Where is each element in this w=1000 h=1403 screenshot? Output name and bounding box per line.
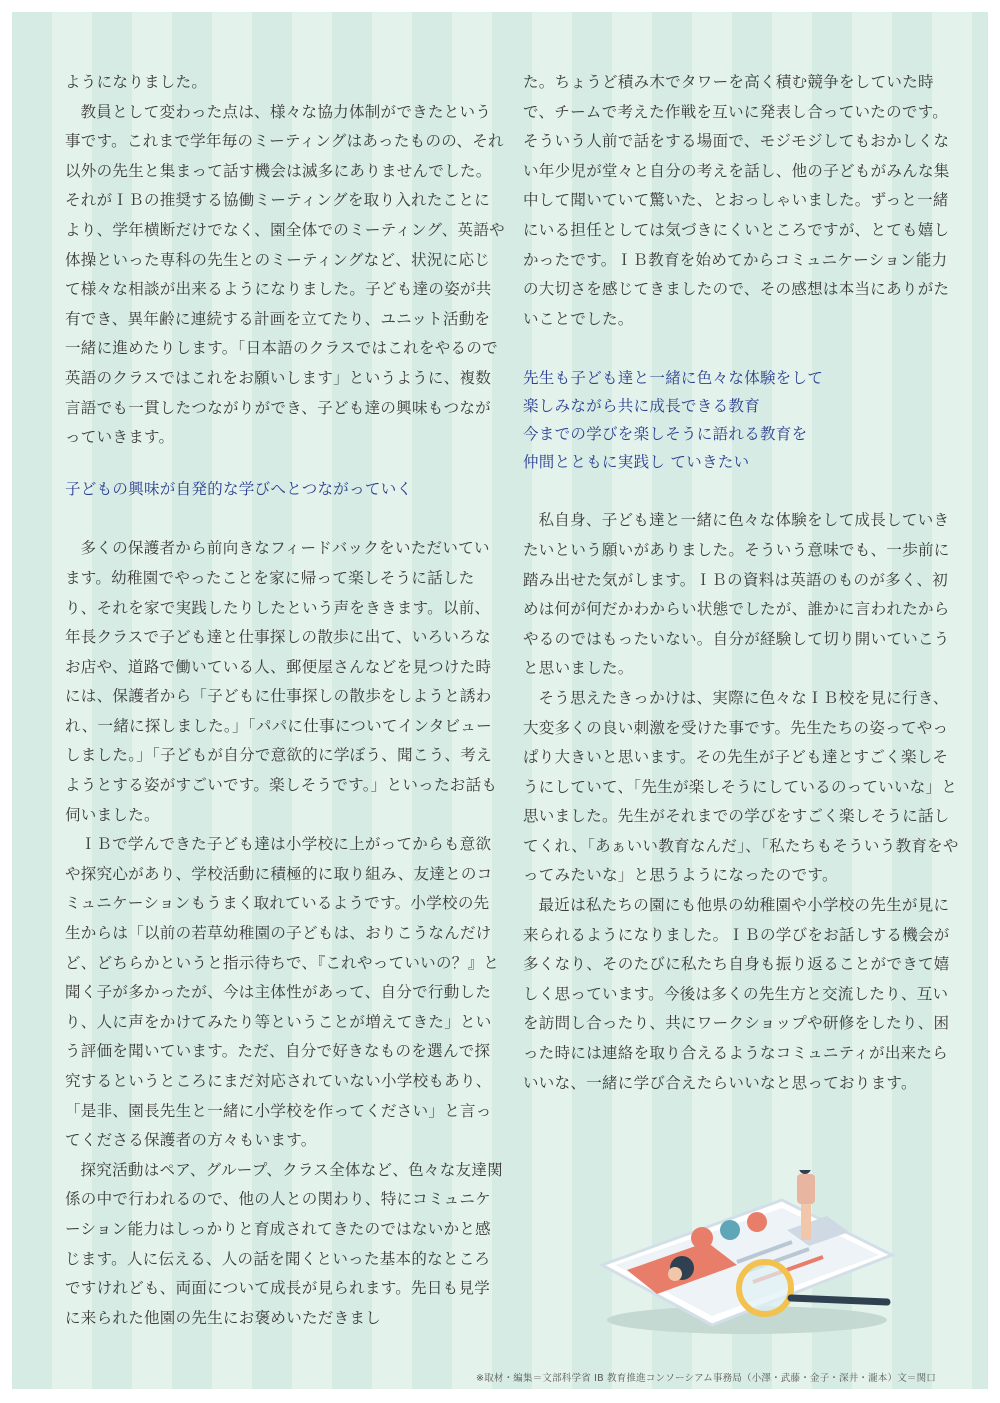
magnifier-handle bbox=[791, 1298, 887, 1302]
badge-icon bbox=[691, 1227, 713, 1249]
right-paragraph-1: た。ちょうど積み木でタワーを高く積む競争をしていた時で、チームで考えた作戦を互いに発表し合っていたのです。そういう人前で話をする場面で、モジモジしてもおかしくない年少児が堂々と自分の考えを話し、他の子どもがみんな集中して聞いていて驚いた、とおっしゃいました。ずっと一緒にいる担任としては気づきにくいところですが、とても嬉しかったです。ＩＢ教育を始めてからコミュニケーション能力の大切さを感じてきましたので、その感想は本当にありがたいことでした。 bbox=[523, 73, 950, 328]
right-paragraph-4: 最近は私たちの園にも他県の幼稚園や小学校の先生が見に来られるようになりました。ＩＢの学びをお話しする機会が多くなり、そのたびに私たち自身も振り返ることができて嬉しく思っています。今後は多くの先生方と交流したり、互いを訪問し合ったり、共にワークショップや研修をしたり、困った時には連絡を取り合えるようなコミュニティが出来たらいいな、一緒に学び合えたらいいなと思っております。 bbox=[523, 896, 950, 1092]
left-paragraph-5: 探究活動はペア、グループ、クラス全体など、色々な友達関係の中で行われるので、他の人との関わり、特にコミュニケーション能力はしっかりと育成されてきたのではないかと感じます。人に伝える、人の話を聞くといった基本的なところですけれども、両面について成長が見られます。先日も見学に来られた他園の先生にお褒めいただきまし bbox=[65, 1160, 503, 1327]
person-legs bbox=[801, 1200, 811, 1240]
highlight-line: 今までの学びを楽しそうに語れる教育を bbox=[523, 425, 808, 444]
highlight-line: 先生も子ども達と一緒に色々な体験をして bbox=[523, 369, 824, 388]
chat-icon bbox=[720, 1220, 740, 1240]
page-background bbox=[12, 12, 988, 1389]
highlight-line: 楽しみながら共に成長できる教育 bbox=[523, 397, 761, 416]
section-heading: 子どもの興味が自発的な学びへとつながっていく bbox=[65, 479, 413, 498]
right-paragraph-2: 私自身、子ども達と一緒に色々な体験をして成長していきたいという願いがありました。そういう意味でも、一歩前に踏み出せた気がします。ＩＢの資料は英語のものが多く、初めは何が何だかわからい状態でしたが、誰かに言われたからやるのではもったいない。自分が経験して切り開いていこうと思いました。 bbox=[523, 511, 950, 678]
highlight-line: 仲間とともに実践し ていきたい bbox=[523, 453, 750, 472]
chat-icon bbox=[747, 1212, 767, 1232]
left-paragraph-1: ようになりました。 bbox=[65, 73, 208, 91]
credit-line: ※取材・編集＝文部科学省 IB 教育推進コンソーシアム事務局（小澤・武藤・金子・深井・瀧本）文＝関口 bbox=[476, 1373, 936, 1384]
left-paragraph-4: ＩＢで学んできた子ども達は小学校に上がってからも意欲や探究心があり、学校活動に積極的に取り組み、友達とのコミュニケーションもうまく取れているようです。小学校の先生からは「以前の若草幼稚園の子どもは、おりこうなんだけど、どちらかというと指示待ちで、『これやっていいの？』と聞く子が多かったが、今は主体性があって、自分で行動したり、人に声をかけてみたり等ということが増えてきた」という評価を聞いています。ただ、自分で好きなものを選んで探究するというところにまだ対応されていない小学校もあり、「是非、園長先生と一緒に小学校を作ってください」と言ってくださる保護者の方々もいます。 bbox=[65, 835, 500, 1150]
left-paragraph-3: 多くの保護者から前向きなフィードバックをいただいています。幼稚園でやったことを家に帰って楽しそうに話したり、それを家で実践したりしたという声をききます。以前、年長クラスで子ども達と仕事探しの散歩に出て、いろいろなお店や、道路で働いている人、郵便屋さんなどを見つけた時には、保護者から「子どもに仕事探しの散歩をしようと誘われ、一緒に探しました。」「パパに仕事についてインタビューしました。」「子どもが自分で意欲的に学ぼう、聞こう、考えようとする姿がすごいです。楽しそうです。」といったお話も伺いました。 bbox=[65, 539, 498, 824]
left-paragraph-2: 教員として変わった点は、様々な協力体制ができたという事です。これまで学年毎のミーティングはあったものの、それ以外の先生と集まって話す機会は滅多にありませんでした。それがＩＢの推奨する協働ミーティングを取り入れたことにより、学年横断だけでなく、園全体でのミーティング、英語や体操といった専科の先生とのミーティングなど、状況に応じて様々な相談が出来るようになりました。子ども達の姿が共有でき、異年齢に連続する計画を立てたり、ユニット活動を一緒に進めたりします。「日本語のクラスではこれをやるので英語のクラスではこれをお願いします」というように、複数言語でも一貫したつながりができ、子ども達の興味もつながっていきます。 bbox=[65, 102, 505, 447]
person-icon bbox=[797, 1174, 815, 1204]
right-column bbox=[523, 68, 963, 1098]
left-column bbox=[65, 68, 505, 1333]
right-paragraph-3: そう思えたきっかけは、実際に色々なＩＢ校を見に行き、大変多くの良い刺激を受けた事です。先生たちの姿ってやっぱり大きいと思います。その先生が子ども達とすごく楽しそうにしていて、「先生が楽しそうにしているのっていいな」と思いました。先生がそれまでの学びをすごく楽しそうに話してくれ、「あぁいい教育なんだ」、「私たちもそういう教育をやってみたいな」と思うようになったのです。 bbox=[523, 688, 959, 885]
tablet-learning-illustration bbox=[587, 1170, 907, 1340]
magnifier-icon bbox=[739, 1262, 791, 1314]
highlight-quote bbox=[523, 364, 963, 476]
